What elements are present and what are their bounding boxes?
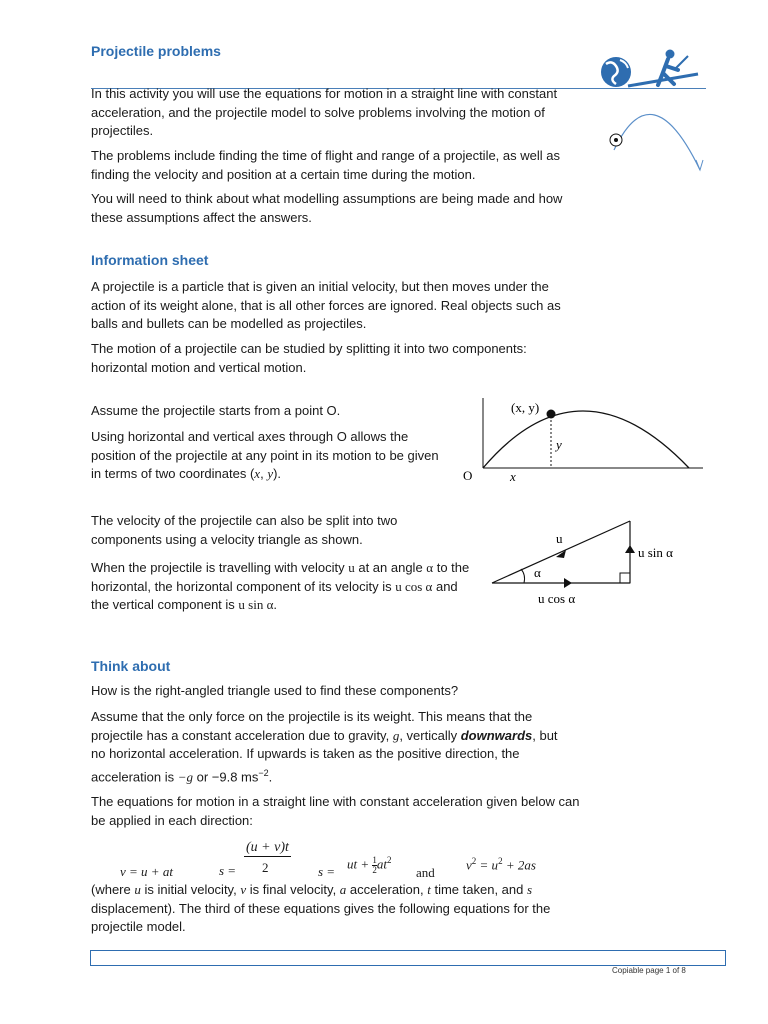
- ucos-label: u cos α: [538, 591, 576, 606]
- info-heading: Information sheet: [91, 252, 209, 268]
- equation-1: v = u + at: [120, 864, 173, 879]
- alpha-label: α: [534, 565, 541, 580]
- equation-and: and: [416, 865, 435, 880]
- trajectory-diagram: [455, 392, 705, 492]
- equation-2-lhs: s =: [219, 863, 237, 878]
- origin-label: O: [463, 468, 473, 483]
- think-question: How is the right-angled triangle used to find these components?: [91, 683, 459, 698]
- page-title: Projectile problems: [91, 43, 221, 59]
- footer-box: [90, 950, 726, 966]
- equation-4: $v^2 = u^2 + 2as$: [466, 856, 536, 873]
- info-paragraph-1: A projectile is a particle that is given an initial velocity, but then moves under the action of its weight alone, that is all other forces are ignored. Real objects such as balls and bullets can be modelled as projectiles.: [91, 279, 561, 331]
- where-paragraph: (where u is initial velocity, v is final velocity, a acceleration, t time taken, and s displacement). The third of these equations gives the following equations for the projectile model.: [91, 882, 551, 934]
- info-paragraph-6: When the projectile is travelling with velocity u at an angle α to the horizontal, the horizontal component of its velocity is u cos α and the vertical component is u sin α.: [91, 560, 470, 612]
- velocity-triangle-diagram: [480, 515, 700, 610]
- info-paragraph-4: Using horizontal and vertical axes through O allows the position of the projectile at any point in its motion to be given in terms of two coordinates (x, y).: [91, 429, 439, 481]
- think-heading: Think about: [91, 658, 171, 674]
- x-label: x: [510, 469, 516, 484]
- think-paragraph-2: The equations for motion in a straight line with constant acceleration given below can be applied in each direction:: [91, 794, 580, 828]
- intro-paragraph-1: In this activity you will use the equations for motion in a straight line with constant acceleration, and the projectile model to solve problems involving the motion of projectiles.: [91, 86, 558, 138]
- think-paragraph-1: Assume that the only force on the projectile is its weight. This means that the projectile has a constant acceleration due to gravity, g, vertically downwards, but no horizontal acceleration. If upwards is taken as the positive direction, the acceleration is −g or −9.8 $ms^{-2}$.: [91, 709, 558, 784]
- trajectory-decoration: [600, 90, 710, 180]
- equation-2-numerator: (u + v)t: [246, 840, 289, 855]
- y-label: y: [556, 437, 562, 452]
- intro-paragraph-2: The problems include finding the time of flight and range of a projectile, as well as finding the velocity and position at a certain time during the motion.: [91, 148, 560, 182]
- intro-paragraph-3: You will need to think about what modelling assumptions are being made and how these assumptions affect the answers.: [91, 191, 563, 225]
- equation-2-denominator: 2: [262, 860, 269, 875]
- point-label: (x, y): [511, 400, 540, 415]
- u-label: u: [556, 531, 563, 546]
- logo-globe-figure-icon: [598, 48, 710, 90]
- info-paragraph-2: The motion of a projectile can be studied by splitting it into two components: horizontal motion and vertical motion.: [91, 341, 527, 375]
- usin-label: u sin α: [638, 545, 673, 560]
- info-paragraph-5: The velocity of the projectile can also be split into two components using a velocity triangle as shown.: [91, 513, 398, 547]
- equation-3: ut + $\frac{1}{2}$ $at^2$: [347, 854, 392, 875]
- equation-3-lhs: s =: [318, 864, 336, 879]
- page-number: Copiable page 1 of 8: [612, 966, 686, 975]
- info-paragraph-3: Assume the projectile starts from a point O.: [91, 403, 341, 418]
